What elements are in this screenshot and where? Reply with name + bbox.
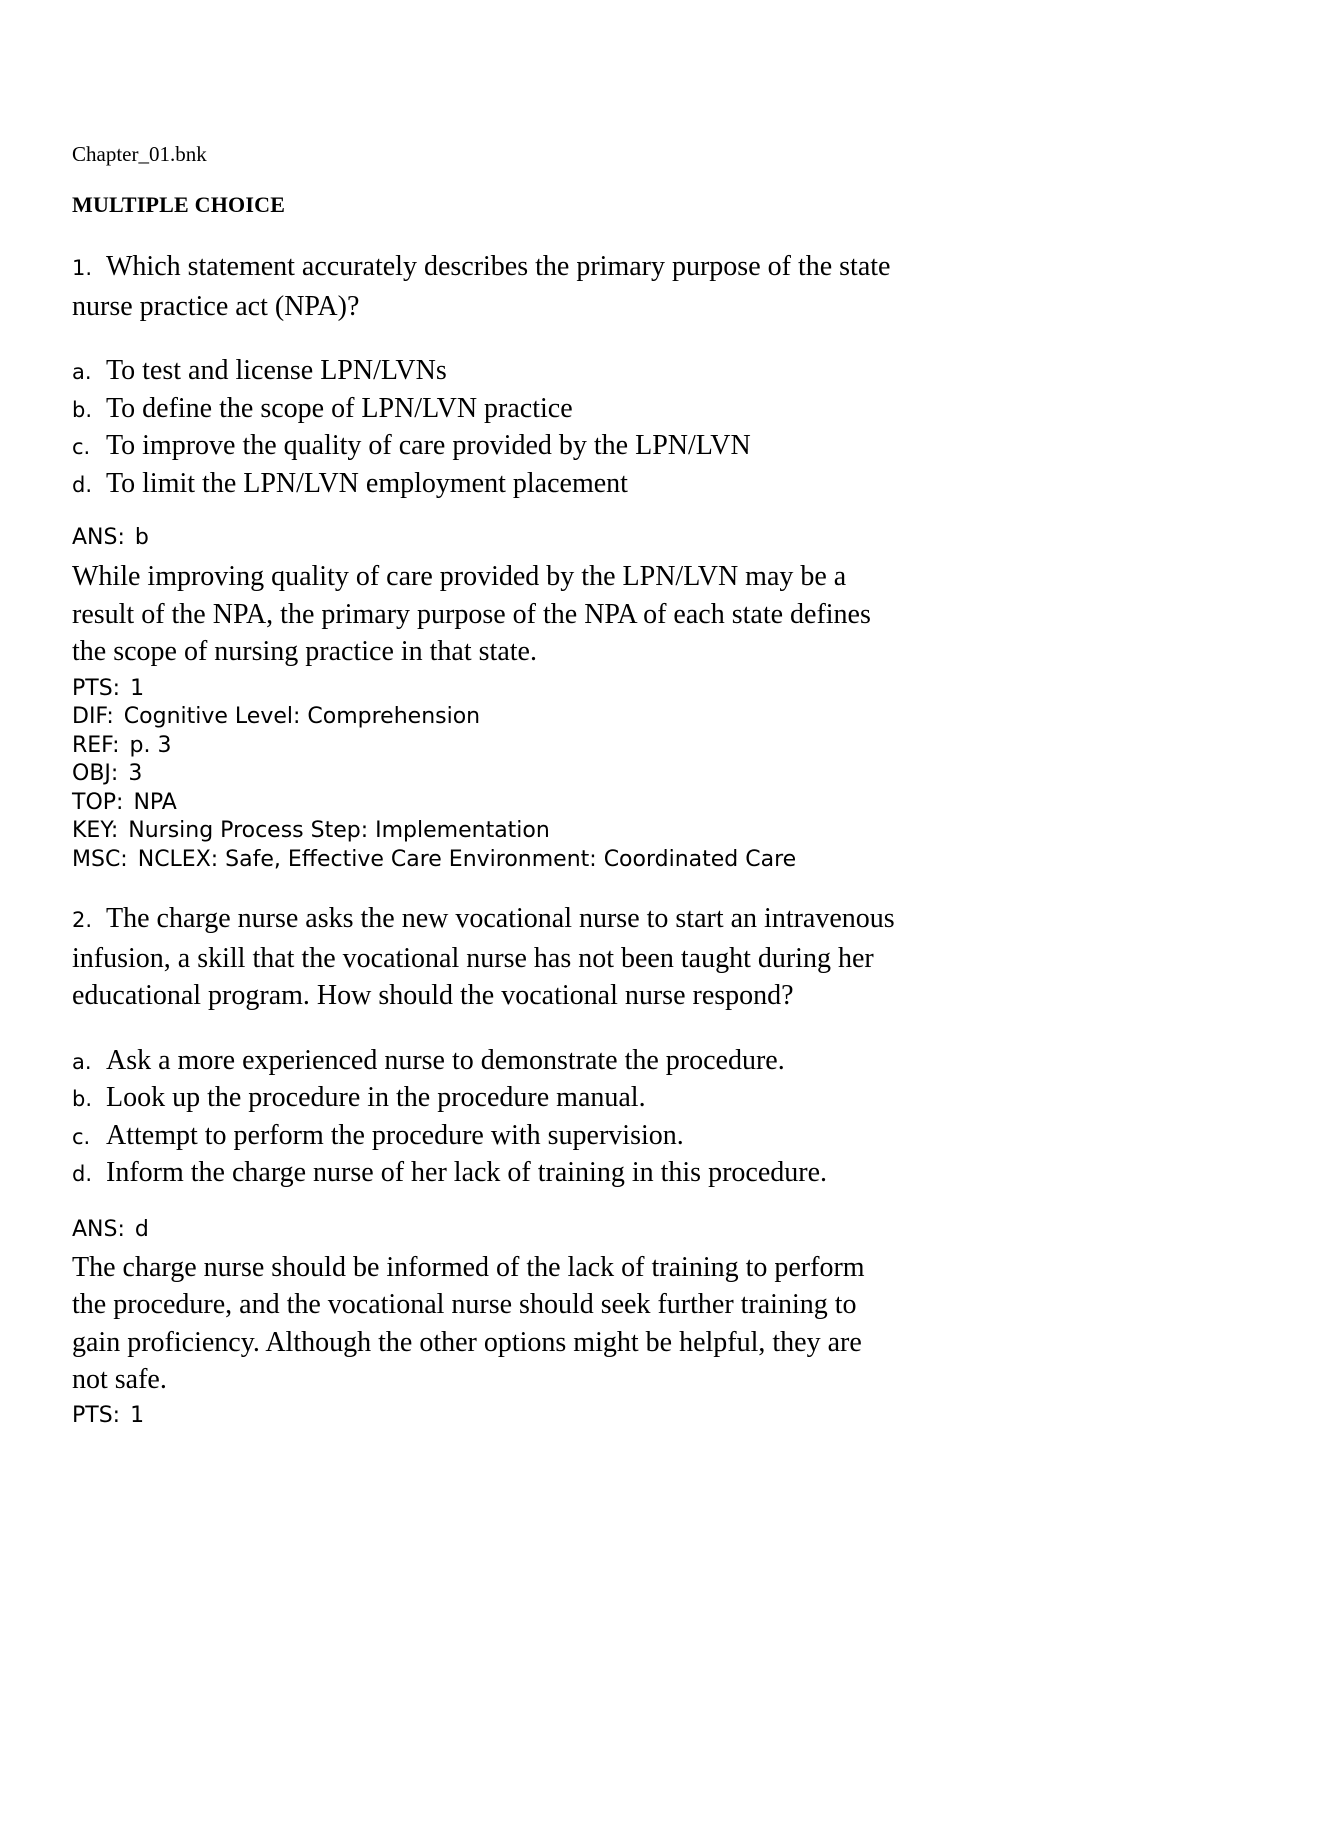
option-text: To define the scope of LPN/LVN practice bbox=[106, 392, 573, 424]
option-row bbox=[72, 465, 1060, 503]
option-letter: b. bbox=[72, 1087, 93, 1111]
question-1-metadata bbox=[72, 675, 1060, 875]
question-2-text-line: infusion, a skill that the vocational nurse has not been taught during her bbox=[72, 942, 874, 974]
option-text: Look up the procedure in the procedure manual. bbox=[106, 1082, 646, 1113]
metadata-line bbox=[72, 1402, 1060, 1431]
option-row bbox=[72, 390, 1060, 428]
option-letter: a. bbox=[72, 360, 92, 384]
rationale-line: gain proficiency. Although the other options might be helpful, they are bbox=[72, 1326, 862, 1358]
metadata-line bbox=[72, 732, 1060, 761]
question-1-text-line: nurse practice act (NPA)? bbox=[72, 290, 360, 322]
rationale-line: While improving quality of care provided by the LPN/LVN may be a bbox=[72, 561, 847, 592]
metadata-line bbox=[72, 760, 1060, 789]
question-2-text-line: The charge nurse asks the new vocational nurse to start an intravenous bbox=[106, 903, 895, 934]
metadata-label: REF: bbox=[72, 732, 120, 758]
option-letter: c. bbox=[72, 1124, 91, 1149]
metadata-label: PTS: bbox=[72, 675, 121, 701]
answer-line bbox=[72, 1216, 1060, 1244]
option-row bbox=[72, 352, 1060, 390]
question-2-options bbox=[72, 1042, 1060, 1192]
question-1-line-1 bbox=[72, 248, 1060, 288]
option-letter: d. bbox=[72, 472, 93, 497]
answer-value: d bbox=[134, 1216, 149, 1242]
option-row bbox=[72, 1042, 1060, 1080]
answer-label: ANS: bbox=[72, 525, 125, 550]
option-text: To limit the LPN/LVN employment placement bbox=[106, 467, 628, 499]
rationale-line: the procedure, and the vocational nurse should seek further training to bbox=[72, 1289, 857, 1320]
question-1-text-line: Which statement accurately describes the primary purpose of the state bbox=[106, 251, 891, 282]
metadata-line bbox=[72, 703, 1060, 732]
question-2-number: 2. bbox=[72, 908, 93, 932]
metadata-label: DIF: bbox=[72, 704, 114, 729]
question-block-1 bbox=[72, 248, 1060, 874]
option-row bbox=[72, 1117, 1060, 1155]
question-2-rationale bbox=[72, 1249, 1060, 1399]
metadata-label: OBJ: bbox=[72, 761, 119, 786]
option-letter: d. bbox=[72, 1162, 93, 1186]
question-block-2 bbox=[72, 900, 1060, 1430]
question-1-number: 1. bbox=[72, 256, 93, 280]
metadata-value: 1 bbox=[130, 675, 145, 701]
question-1-options bbox=[72, 352, 1060, 502]
option-letter: c. bbox=[72, 435, 91, 459]
metadata-value: 3 bbox=[128, 761, 143, 786]
metadata-value: NCLEX: Safe, Effective Care Environment: Coordinated Care bbox=[137, 846, 797, 872]
question-2-metadata bbox=[72, 1402, 1060, 1431]
option-text: To improve the quality of care provided by the LPN/LVN bbox=[106, 430, 751, 461]
option-letter: a. bbox=[72, 1049, 92, 1074]
section-heading: MULTIPLE CHOICE bbox=[72, 192, 286, 217]
option-letter: b. bbox=[72, 397, 93, 422]
question-2-text bbox=[72, 900, 1060, 1015]
metadata-line bbox=[72, 846, 1060, 875]
answer-label: ANS: bbox=[72, 1216, 125, 1242]
option-text: Ask a more experienced nurse to demonstrate the procedure. bbox=[106, 1044, 785, 1076]
question-2-line-1 bbox=[72, 900, 1060, 940]
metadata-value: 1 bbox=[130, 1402, 145, 1428]
document-filename: Chapter_01.bnk bbox=[72, 142, 207, 166]
question-1-rationale bbox=[72, 558, 1060, 671]
option-text: To test and license LPN/LVNs bbox=[106, 355, 447, 386]
metadata-label: TOP: bbox=[72, 789, 124, 815]
option-row bbox=[72, 1154, 1060, 1192]
rationale-line: not safe. bbox=[72, 1364, 167, 1395]
answer-line bbox=[72, 524, 1060, 552]
rationale-line: the scope of nursing practice in that state. bbox=[72, 636, 537, 667]
metadata-label: KEY: bbox=[72, 818, 119, 843]
metadata-value: Nursing Process Step: Implementation bbox=[128, 818, 550, 843]
metadata-label: MSC: bbox=[72, 846, 128, 872]
metadata-value: NPA bbox=[133, 789, 177, 815]
metadata-value: Cognitive Level: Comprehension bbox=[123, 704, 481, 729]
metadata-line bbox=[72, 789, 1060, 818]
option-row bbox=[72, 1079, 1060, 1117]
answer-value: b bbox=[134, 525, 149, 550]
rationale-line: result of the NPA, the primary purpose of the NPA of each state defines bbox=[72, 598, 871, 630]
metadata-line bbox=[72, 675, 1060, 704]
option-text: Inform the charge nurse of her lack of training in this procedure. bbox=[106, 1157, 827, 1188]
metadata-label: PTS: bbox=[72, 1402, 121, 1428]
option-text: Attempt to perform the procedure with supervision. bbox=[106, 1119, 684, 1151]
rationale-line: The charge nurse should be informed of the lack of training to perform bbox=[72, 1251, 865, 1283]
question-1-text bbox=[72, 248, 1060, 325]
metadata-value: p. 3 bbox=[129, 732, 172, 758]
metadata-line bbox=[72, 817, 1060, 846]
option-row bbox=[72, 427, 1060, 465]
question-2-text-line: educational program. How should the vocational nurse respond? bbox=[72, 980, 794, 1011]
